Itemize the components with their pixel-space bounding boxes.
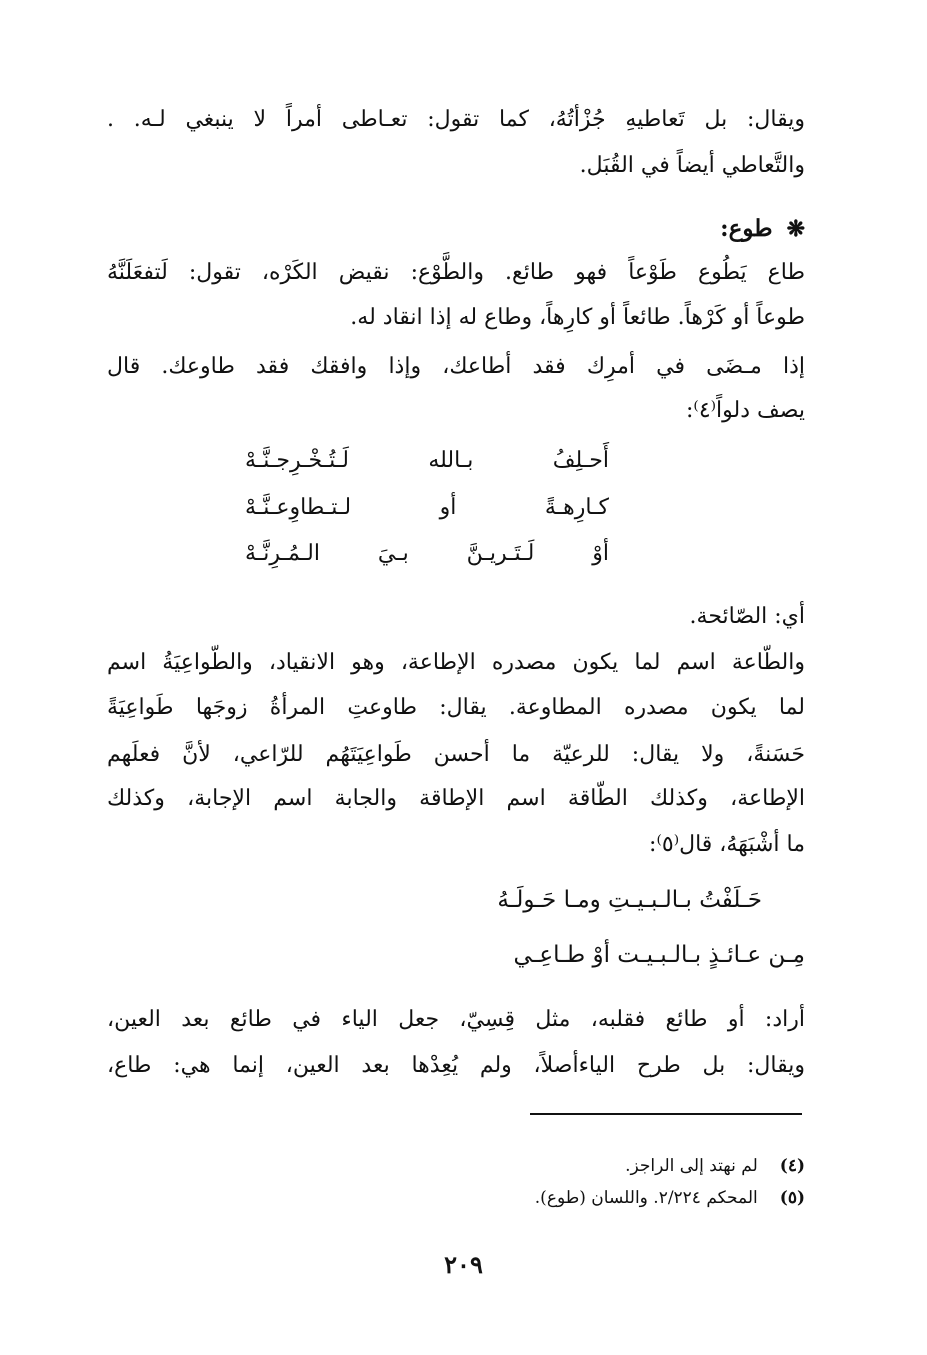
verse-word: لَـتَـريـنَّ xyxy=(466,541,535,566)
text-line-2: والتَّعاطي أيضاً في القُبَل. xyxy=(579,153,805,178)
verse-word: أو xyxy=(439,495,457,520)
footnote-number: (٥) xyxy=(779,1188,805,1208)
text-line-11: الإطاعة، وكذلك الطّاقة اسم الإطاقة والجابة اسم الإجابة، وكذلك xyxy=(107,786,805,811)
text-line-12: ما أشْبَهَهُ، قال⁽٥⁾: xyxy=(649,832,805,857)
footnote-text: لم نهتد إلى الراجز. xyxy=(625,1156,758,1176)
verse-word: أوْ xyxy=(592,541,609,566)
verse-word: لـتـطاوِعـنَّـهْ xyxy=(245,495,352,520)
verse-word: بـيَ xyxy=(377,541,409,566)
text-line-5: إذا مـضَى في أمرِك فقد أطاعك، وإذا وافقك فقد طاوعك. قال xyxy=(107,354,805,379)
text-line-9: لما يكون مصدره المطاوعة. يقال: طاوعتِ المرأةُ زوجَها طَواعِيَةً xyxy=(107,695,805,720)
footnote xyxy=(300,1150,805,1182)
verse-word: الـمُـرِنَّـهْ xyxy=(245,541,320,566)
verse-second-hemistich: مِـن عـائـذٍ بـالـبـيـت أوْ طـاعِـي xyxy=(513,942,805,968)
text-line-14: ويقال: بل طرح الياءأصلاً، ولم يُعِدْها بعد العين، إنما هي: طاع، xyxy=(107,1053,805,1078)
verse-word: لَـتُـخْـرِجـنَّـهْ xyxy=(245,448,349,473)
verse-word: بـالله xyxy=(428,448,474,473)
footnote-divider xyxy=(530,1113,802,1115)
text-line-7: أي: الصّائحة. xyxy=(689,604,805,629)
verse-first-hemistich: حَـلَفْتُ بـالـبـيـتِ ومـا حَـولَـهُ xyxy=(497,887,762,913)
verse-word: أَحـلِفُ xyxy=(552,448,609,473)
text-line-8: والطّاعة اسم لما يكون مصدره الإطاعة، وهو الانقياد، والطّواعِيَةُ اسم xyxy=(107,650,805,675)
verse-line xyxy=(245,438,609,484)
asterisk-icon: ❋ xyxy=(786,216,805,242)
verse-word: كـارِهـةً xyxy=(544,495,609,520)
page-number: ٢٠٩ xyxy=(444,1250,483,1279)
text-line-4: طوعاً أو كَرْهاً. طائعاً أو كارِهاً، وطاع له إذا انقاد له. xyxy=(350,305,805,330)
entry-heading-text: طوع: xyxy=(720,215,773,242)
verse-line xyxy=(245,485,609,531)
entry-heading xyxy=(107,206,805,252)
text-line-10: حَسَنةً، ولا يقال: للرعيّة ما أحسن طَواعِيَتَهُم للرّاعي، لأنَّ فعلَهم xyxy=(107,742,805,767)
text-line-13: أراد: أو طائع فقلبه، مثل قِسِيّ، جعل الياء في طائع بعد العين، xyxy=(107,1007,805,1032)
text-line-3: طاع يَطُوع طَوْعاً فهو طائع. والطَّوْع: نقيض الكَرْه، تقول: لَتفعَلَنَّهُ xyxy=(107,260,805,285)
footnote-number: (٤) xyxy=(779,1156,805,1176)
text-line-6: يصف دلواً⁽٤⁾: xyxy=(685,398,805,423)
verse-line xyxy=(245,531,609,577)
text-line-1: ويقال: بل تَعاطيهِ جُزْأتُهُ، كما تقول: تعـاطى أمراً لا ينبغي لـه. . xyxy=(107,107,805,132)
footnote xyxy=(300,1182,805,1214)
footnote-text: المحكم ٢/٢٢٤. واللسان (طوع). xyxy=(534,1188,758,1208)
